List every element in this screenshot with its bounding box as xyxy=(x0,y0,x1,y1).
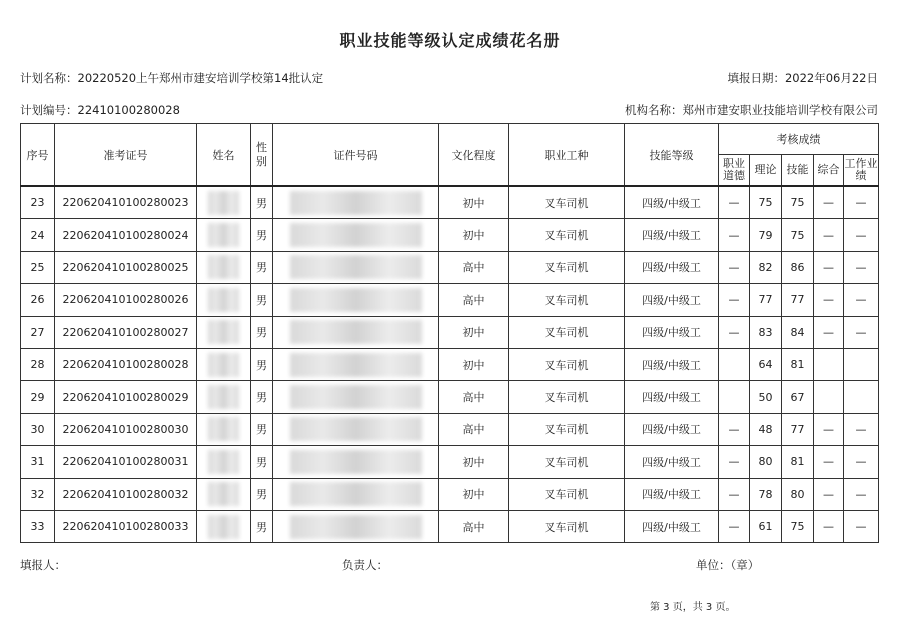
cell-name xyxy=(197,284,251,316)
header-id-number: 证件号码 xyxy=(273,124,439,187)
cell-id-number xyxy=(273,413,439,445)
table-row xyxy=(21,186,879,219)
redacted-name xyxy=(208,353,240,377)
redacted-id-number xyxy=(290,482,422,506)
cell-ethics: — xyxy=(719,413,750,445)
cell-comprehensive xyxy=(814,348,844,380)
cell-theory: 64 xyxy=(750,348,782,380)
cell-comprehensive: — xyxy=(814,316,844,348)
organization xyxy=(625,102,878,118)
cell-name xyxy=(197,251,251,283)
table-row xyxy=(21,284,879,316)
cell-skill-level: 四级/中级工 xyxy=(625,219,719,251)
redacted-id-number xyxy=(290,450,422,474)
page-number: 第 3 页，共 3 页。 xyxy=(650,602,736,613)
table-row xyxy=(21,251,879,283)
cell-skill-level: 四级/中级工 xyxy=(625,186,719,219)
plan-name-value: 20220520上午郑州市建安培训学校第14批认定 xyxy=(77,71,324,85)
cell-performance: — xyxy=(844,478,879,510)
cell-skill-level: 四级/中级工 xyxy=(625,446,719,478)
cell-gender: 男 xyxy=(251,186,273,219)
header-performance: 工作业绩 xyxy=(844,155,879,187)
cell-performance xyxy=(844,348,879,380)
cell-theory: 50 xyxy=(750,381,782,413)
cell-occupation: 叉车司机 xyxy=(509,219,625,251)
cell-exam-number: 220620410100280028 xyxy=(55,348,197,380)
cell-ethics xyxy=(719,348,750,380)
cell-comprehensive: — xyxy=(814,251,844,283)
cell-theory: 48 xyxy=(750,413,782,445)
cell-id-number xyxy=(273,284,439,316)
cell-performance: — xyxy=(844,316,879,348)
organization-value: 郑州市建安职业技能培训学校有限公司 xyxy=(682,103,878,117)
header-ethics: 职业道德 xyxy=(719,155,750,187)
cell-gender: 男 xyxy=(251,348,273,380)
cell-occupation: 叉车司机 xyxy=(509,186,625,219)
cell-performance: — xyxy=(844,446,879,478)
header-name: 姓名 xyxy=(197,124,251,187)
cell-theory: 82 xyxy=(750,251,782,283)
cell-exam-number: 220620410100280027 xyxy=(55,316,197,348)
cell-skill-level: 四级/中级工 xyxy=(625,381,719,413)
cell-id-number xyxy=(273,478,439,510)
cell-ethics: — xyxy=(719,446,750,478)
cell-occupation: 叉车司机 xyxy=(509,510,625,542)
fill-date-label: 填报日期： xyxy=(727,71,785,85)
cell-id-number xyxy=(273,251,439,283)
redacted-id-number xyxy=(290,417,422,441)
cell-education: 高中 xyxy=(439,284,509,316)
redacted-name xyxy=(208,191,240,215)
cell-exam-number: 220620410100280026 xyxy=(55,284,197,316)
cell-skill-level: 四级/中级工 xyxy=(625,284,719,316)
cell-gender: 男 xyxy=(251,219,273,251)
cell-performance: — xyxy=(844,510,879,542)
cell-education: 初中 xyxy=(439,348,509,380)
cell-theory: 75 xyxy=(750,186,782,219)
cell-seq: 31 xyxy=(21,446,55,478)
cell-name xyxy=(197,478,251,510)
cell-name xyxy=(197,446,251,478)
cell-seq: 26 xyxy=(21,284,55,316)
cell-occupation: 叉车司机 xyxy=(509,478,625,510)
redacted-name xyxy=(208,288,240,312)
cell-performance: — xyxy=(844,413,879,445)
cell-gender: 男 xyxy=(251,381,273,413)
cell-theory: 79 xyxy=(750,219,782,251)
cell-exam-number: 220620410100280024 xyxy=(55,219,197,251)
cell-ethics: — xyxy=(719,284,750,316)
cell-name xyxy=(197,510,251,542)
cell-education: 初中 xyxy=(439,446,509,478)
table-row xyxy=(21,381,879,413)
cell-occupation: 叉车司机 xyxy=(509,381,625,413)
cell-comprehensive: — xyxy=(814,413,844,445)
cell-id-number xyxy=(273,510,439,542)
cell-id-number xyxy=(273,381,439,413)
redacted-name xyxy=(208,385,240,409)
cell-skill-level: 四级/中级工 xyxy=(625,316,719,348)
score-table xyxy=(20,123,879,543)
cell-skill: 86 xyxy=(782,251,814,283)
cell-comprehensive: — xyxy=(814,478,844,510)
cell-skill: 81 xyxy=(782,446,814,478)
cell-exam-number: 220620410100280029 xyxy=(55,381,197,413)
cell-gender: 男 xyxy=(251,251,273,283)
table-row xyxy=(21,219,879,251)
header-occupation: 职业工种 xyxy=(509,124,625,187)
cell-performance: — xyxy=(844,251,879,283)
plan-name xyxy=(20,70,323,86)
cell-comprehensive: — xyxy=(814,510,844,542)
cell-seq: 24 xyxy=(21,219,55,251)
fill-date xyxy=(727,70,878,86)
cell-education: 高中 xyxy=(439,510,509,542)
redacted-id-number xyxy=(290,191,422,215)
cell-name xyxy=(197,186,251,219)
plan-number xyxy=(20,102,180,118)
cell-comprehensive: — xyxy=(814,446,844,478)
cell-exam-number: 220620410100280032 xyxy=(55,478,197,510)
cell-education: 初中 xyxy=(439,186,509,219)
redacted-name xyxy=(208,515,240,539)
cell-skill: 77 xyxy=(782,413,814,445)
cell-performance: — xyxy=(844,186,879,219)
cell-seq: 32 xyxy=(21,478,55,510)
cell-exam-number: 220620410100280031 xyxy=(55,446,197,478)
cell-occupation: 叉车司机 xyxy=(509,284,625,316)
unit-seal-field: 单位：（章） xyxy=(696,558,760,572)
table-row xyxy=(21,348,879,380)
redacted-id-number xyxy=(290,385,422,409)
redacted-id-number xyxy=(290,255,422,279)
cell-comprehensive: — xyxy=(814,284,844,316)
redacted-name xyxy=(208,417,240,441)
cell-gender: 男 xyxy=(251,316,273,348)
cell-skill-level: 四级/中级工 xyxy=(625,510,719,542)
cell-ethics: — xyxy=(719,510,750,542)
cell-gender: 男 xyxy=(251,284,273,316)
cell-exam-number: 220620410100280025 xyxy=(55,251,197,283)
cell-skill-level: 四级/中级工 xyxy=(625,251,719,283)
filler-field: 填报人： xyxy=(20,558,66,572)
cell-theory: 83 xyxy=(750,316,782,348)
cell-id-number xyxy=(273,316,439,348)
cell-name xyxy=(197,381,251,413)
cell-name xyxy=(197,219,251,251)
cell-exam-number: 220620410100280030 xyxy=(55,413,197,445)
cell-occupation: 叉车司机 xyxy=(509,413,625,445)
table-row xyxy=(21,413,879,445)
cell-skill: 77 xyxy=(782,284,814,316)
redacted-name xyxy=(208,450,240,474)
cell-id-number xyxy=(273,186,439,219)
cell-skill-level: 四级/中级工 xyxy=(625,413,719,445)
cell-id-number xyxy=(273,446,439,478)
header-skill-level: 技能等级 xyxy=(625,124,719,187)
cell-seq: 33 xyxy=(21,510,55,542)
cell-ethics: — xyxy=(719,186,750,219)
cell-ethics: — xyxy=(719,251,750,283)
cell-occupation: 叉车司机 xyxy=(509,251,625,283)
table-row xyxy=(21,446,879,478)
cell-occupation: 叉车司机 xyxy=(509,446,625,478)
cell-gender: 男 xyxy=(251,510,273,542)
cell-theory: 80 xyxy=(750,446,782,478)
organization-label: 机构名称： xyxy=(625,103,683,117)
plan-name-label: 计划名称： xyxy=(20,71,78,85)
header-theory: 理论 xyxy=(750,155,782,187)
redacted-id-number xyxy=(290,223,422,247)
cell-skill: 75 xyxy=(782,219,814,251)
cell-performance: — xyxy=(844,284,879,316)
fill-date-value: 2022年06月22日 xyxy=(784,71,878,85)
cell-gender: 男 xyxy=(251,413,273,445)
cell-education: 初中 xyxy=(439,478,509,510)
header-seq: 序号 xyxy=(21,124,55,187)
cell-seq: 25 xyxy=(21,251,55,283)
cell-education: 高中 xyxy=(439,381,509,413)
cell-id-number xyxy=(273,348,439,380)
cell-name xyxy=(197,413,251,445)
cell-skill: 67 xyxy=(782,381,814,413)
table-row xyxy=(21,316,879,348)
cell-seq: 23 xyxy=(21,186,55,219)
cell-theory: 61 xyxy=(750,510,782,542)
header-skill: 技能 xyxy=(782,155,814,187)
cell-exam-number: 220620410100280033 xyxy=(55,510,197,542)
cell-skill: 75 xyxy=(782,186,814,219)
table-row xyxy=(21,478,879,510)
cell-comprehensive xyxy=(814,381,844,413)
cell-occupation: 叉车司机 xyxy=(509,316,625,348)
header-gender: 性别 xyxy=(251,124,273,187)
redacted-id-number xyxy=(290,288,422,312)
cell-seq: 29 xyxy=(21,381,55,413)
cell-performance xyxy=(844,381,879,413)
cell-gender: 男 xyxy=(251,478,273,510)
page-title: 职业技能等级认定成绩花名册 xyxy=(339,31,561,50)
cell-education: 高中 xyxy=(439,251,509,283)
cell-ethics: — xyxy=(719,316,750,348)
cell-comprehensive: — xyxy=(814,219,844,251)
cell-education: 高中 xyxy=(439,413,509,445)
cell-skill: 80 xyxy=(782,478,814,510)
cell-seq: 27 xyxy=(21,316,55,348)
responsible-field: 负责人： xyxy=(342,558,388,572)
cell-name xyxy=(197,316,251,348)
cell-seq: 30 xyxy=(21,413,55,445)
cell-education: 初中 xyxy=(439,316,509,348)
redacted-name xyxy=(208,320,240,344)
cell-education: 初中 xyxy=(439,219,509,251)
cell-theory: 77 xyxy=(750,284,782,316)
cell-gender: 男 xyxy=(251,446,273,478)
cell-id-number xyxy=(273,219,439,251)
cell-performance: — xyxy=(844,219,879,251)
cell-skill: 75 xyxy=(782,510,814,542)
cell-name xyxy=(197,348,251,380)
plan-number-label: 计划编号： xyxy=(20,103,78,117)
cell-exam-number: 220620410100280023 xyxy=(55,186,197,219)
cell-skill-level: 四级/中级工 xyxy=(625,348,719,380)
cell-seq: 28 xyxy=(21,348,55,380)
table-row xyxy=(21,510,879,542)
cell-theory: 78 xyxy=(750,478,782,510)
cell-skill: 84 xyxy=(782,316,814,348)
redacted-id-number xyxy=(290,515,422,539)
plan-number-value: 22410100280028 xyxy=(77,103,180,117)
header-scores-group: 考核成绩 xyxy=(719,124,879,155)
header-comprehensive: 综合 xyxy=(814,155,844,187)
redacted-name xyxy=(208,482,240,506)
cell-ethics xyxy=(719,381,750,413)
cell-ethics: — xyxy=(719,219,750,251)
cell-comprehensive: — xyxy=(814,186,844,219)
cell-ethics: — xyxy=(719,478,750,510)
header-exam-number: 准考证号 xyxy=(55,124,197,187)
cell-skill-level: 四级/中级工 xyxy=(625,478,719,510)
header-education: 文化程度 xyxy=(439,124,509,187)
redacted-name xyxy=(208,223,240,247)
redacted-id-number xyxy=(290,353,422,377)
redacted-name xyxy=(208,255,240,279)
cell-skill: 81 xyxy=(782,348,814,380)
redacted-id-number xyxy=(290,320,422,344)
cell-occupation: 叉车司机 xyxy=(509,348,625,380)
